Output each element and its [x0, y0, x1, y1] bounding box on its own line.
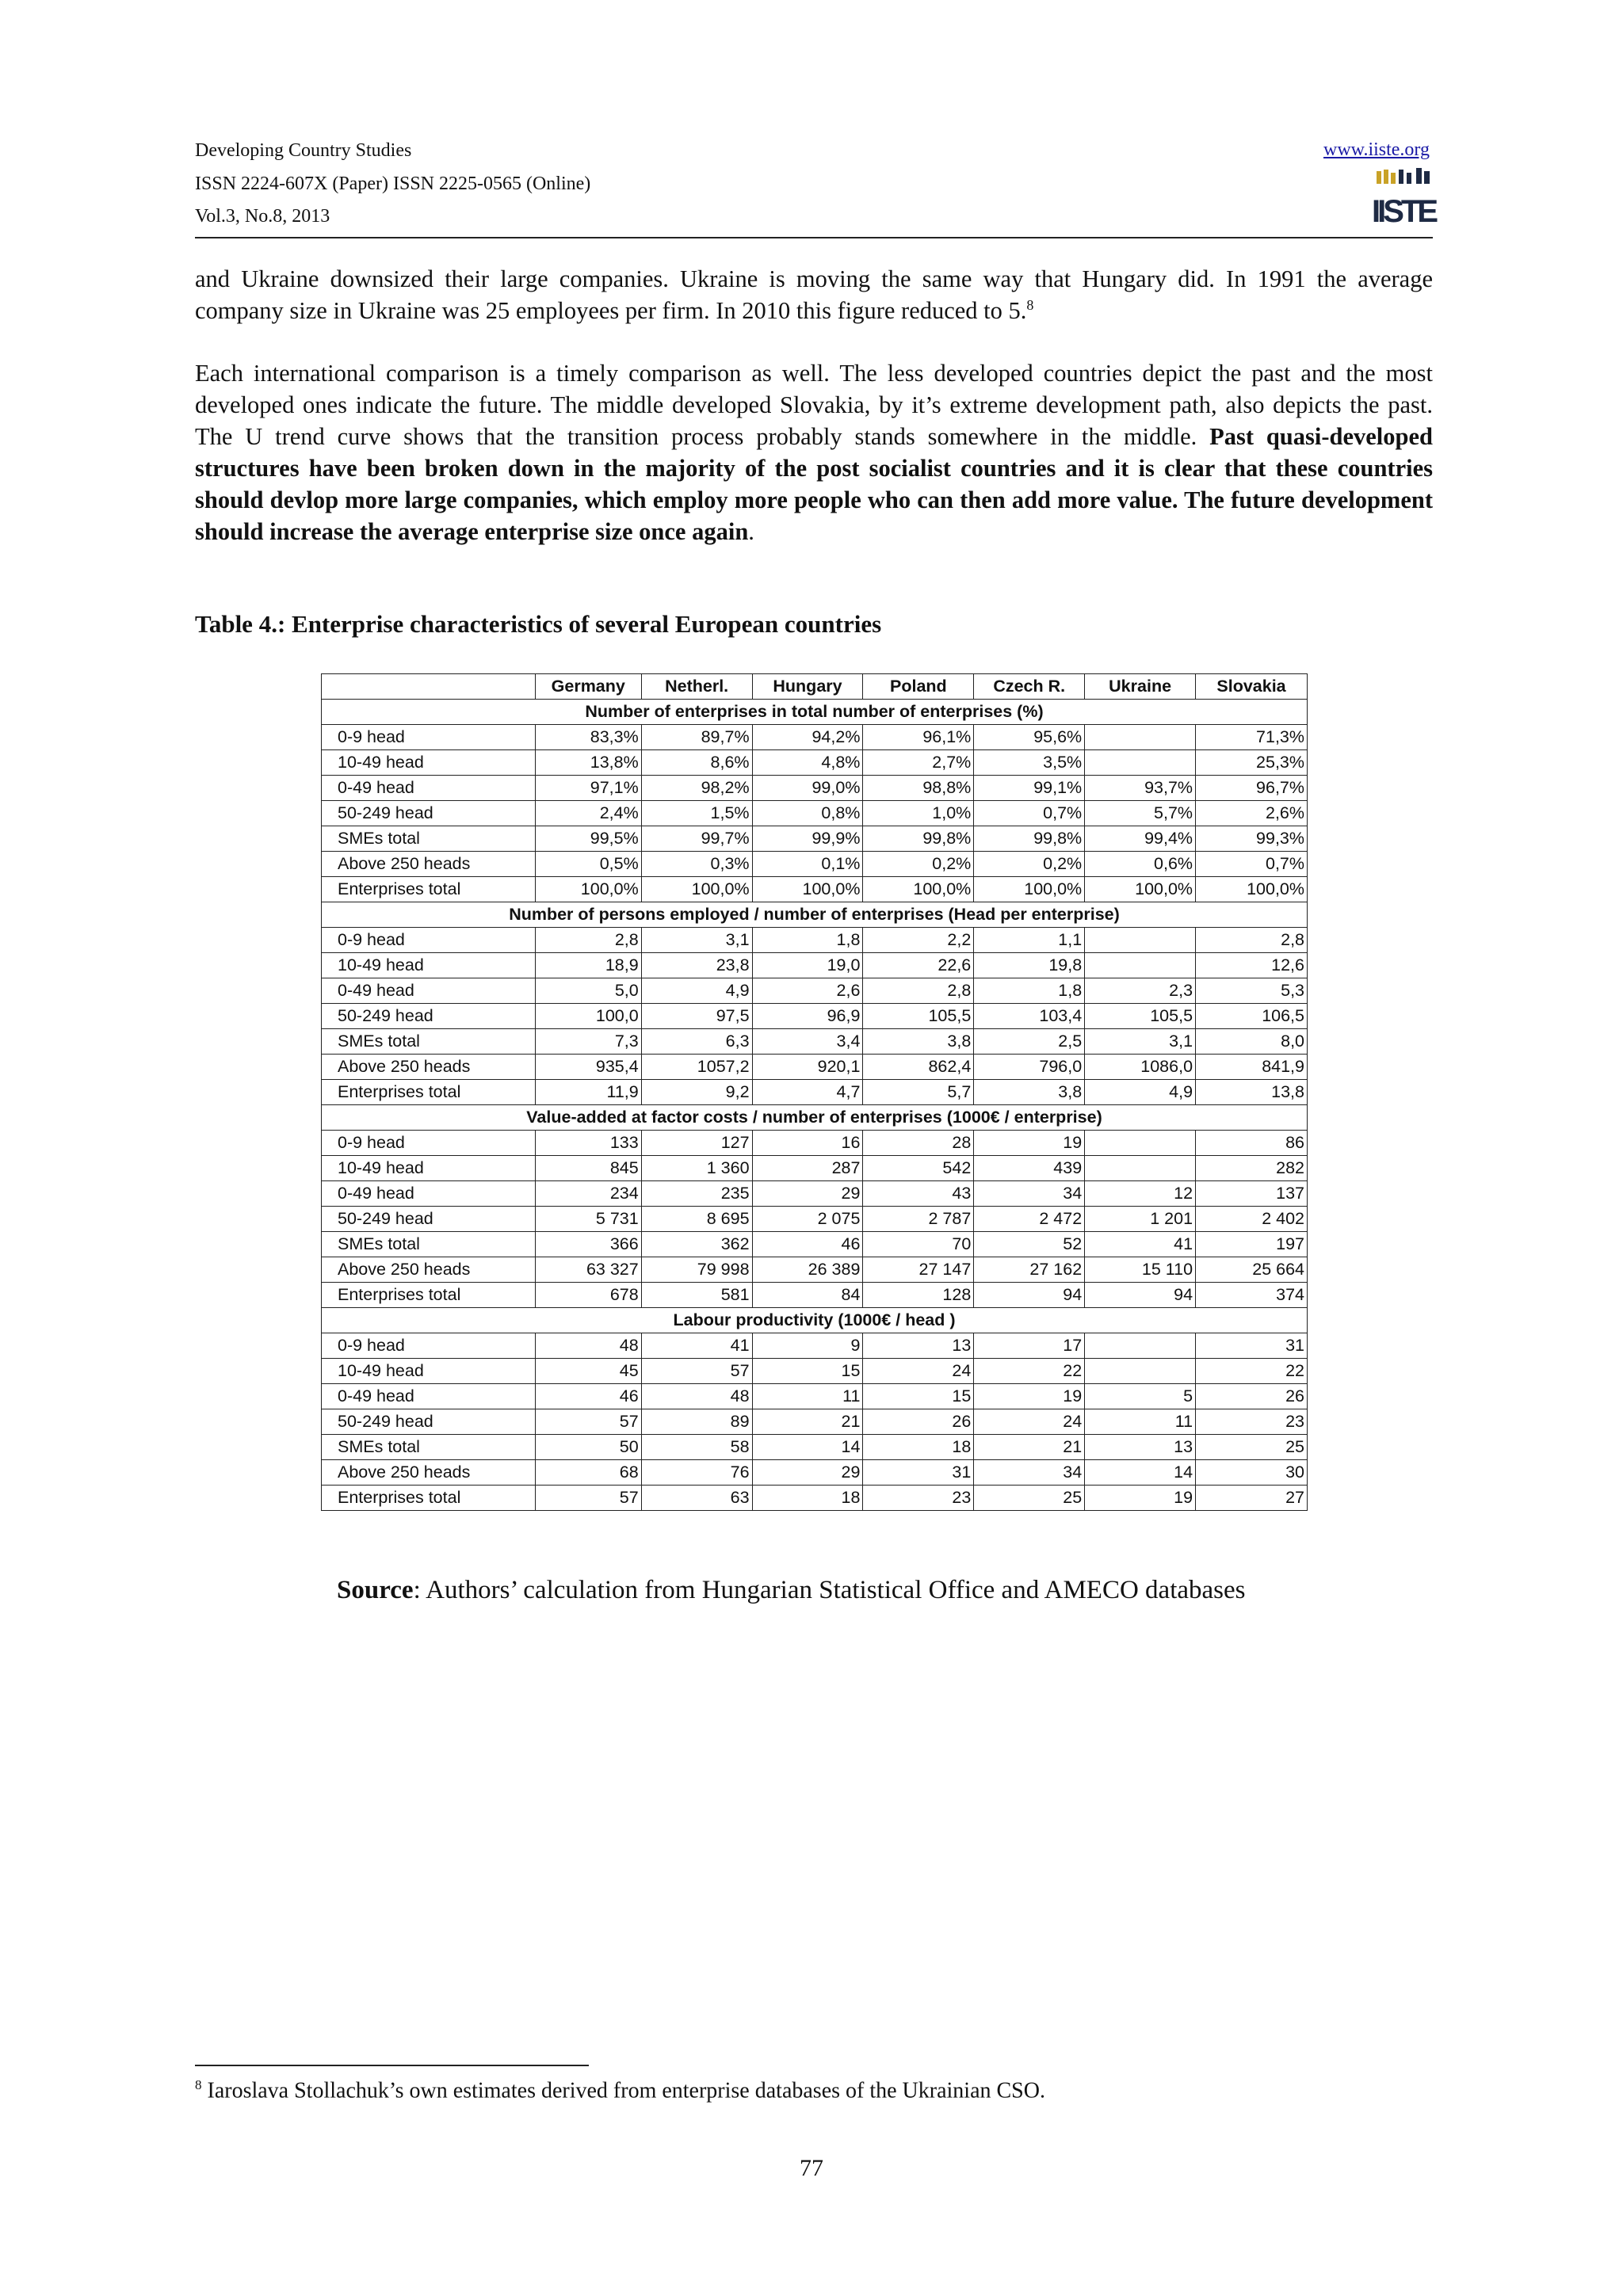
section-row — [322, 1308, 1308, 1333]
table-cell: 89,7% — [641, 725, 752, 750]
row-label: Enterprises total — [322, 1283, 536, 1308]
table-row — [322, 1283, 1308, 1308]
table-row — [322, 826, 1308, 852]
column-header: Netherl. — [641, 674, 752, 700]
table-cell: 796,0 — [974, 1055, 1085, 1080]
table-cell: 15 — [752, 1359, 863, 1384]
table-cell: 100,0% — [535, 877, 641, 902]
table-source: Source: Authors’ calculation from Hungarian Statistical Office and AMECO databases — [337, 1576, 1246, 1604]
row-label: SMEs total — [322, 1029, 536, 1055]
website-link[interactable]: www.iiste.org — [1323, 139, 1430, 160]
table-cell: 845 — [535, 1156, 641, 1181]
table-row — [322, 776, 1308, 801]
table-cell: 19 — [974, 1131, 1085, 1156]
table-cell: 542 — [863, 1156, 974, 1181]
table-cell: 23 — [863, 1486, 974, 1511]
table-row — [322, 725, 1308, 750]
row-label: Enterprises total — [322, 1080, 536, 1105]
table-cell: 18 — [863, 1435, 974, 1460]
table-cell: 17 — [974, 1333, 1085, 1359]
table-cell: 9,2 — [641, 1080, 752, 1105]
table-cell: 128 — [863, 1283, 974, 1308]
table-cell: 26 — [1196, 1384, 1308, 1409]
table-cell: 25 — [974, 1486, 1085, 1511]
table-cell: 127 — [641, 1131, 752, 1156]
section-title: Labour productivity (1000€ / head ) — [322, 1308, 1308, 1333]
table-cell: 2,7% — [863, 750, 974, 776]
table-cell: 13 — [863, 1333, 974, 1359]
table-cell: 0,6% — [1085, 852, 1196, 877]
table-cell: 86 — [1196, 1131, 1308, 1156]
row-label-header — [322, 674, 536, 700]
table-cell: 1,5% — [641, 801, 752, 826]
table-cell: 2,8 — [863, 978, 974, 1004]
table-cell: 19 — [1085, 1486, 1196, 1511]
table-cell: 98,2% — [641, 776, 752, 801]
table-cell: 22 — [974, 1359, 1085, 1384]
table-cell: 96,7% — [1196, 776, 1308, 801]
table-cell: 105,5 — [863, 1004, 974, 1029]
paragraph-2: Each international comparison is a timely comparison as well. The less developed countries depict the past and the most developed ones indicate the future. The middle developed Slovakia, by it’s extreme development path, also depicts the past. The U trend curve shows that the transition process probably stands somewhere in the middle. Past quasi-developed structures have been broken down in the majority of the post socialist countries and it is clear that these countries should devlop more large companies, which employ more people who can then add more value. The future development should increase the average enterprise size once again. — [195, 360, 1433, 545]
footnote: $^8$ Iaroslava Stollachuk’s own estimates derived from enterprise databases of the Ukrainian CSO. — [195, 2077, 1045, 2103]
table-cell: 2,5 — [974, 1029, 1085, 1055]
table-cell: 25 — [1196, 1435, 1308, 1460]
row-label: Above 250 heads — [322, 1055, 536, 1080]
table-cell: 362 — [641, 1232, 752, 1257]
table-cell: 0,7% — [974, 801, 1085, 826]
table-caption: Table 4.: Enterprise characteristics of several European countries — [195, 610, 882, 638]
table-cell: 3,4 — [752, 1029, 863, 1055]
table-cell — [1085, 1333, 1196, 1359]
table-cell: 1,0% — [863, 801, 974, 826]
table-cell: 94,2% — [752, 725, 863, 750]
table-cell: 25 664 — [1196, 1257, 1308, 1283]
table-cell: 13 — [1085, 1435, 1196, 1460]
table-cell: 70 — [863, 1232, 974, 1257]
section-row — [322, 1105, 1308, 1131]
row-label: Enterprises total — [322, 877, 536, 902]
table-cell: 41 — [1085, 1232, 1196, 1257]
table-cell: 52 — [974, 1232, 1085, 1257]
table-cell: 24 — [863, 1359, 974, 1384]
table-cell: 79 998 — [641, 1257, 752, 1283]
logo-text: IISTE — [1371, 194, 1436, 229]
table-cell: 103,4 — [974, 1004, 1085, 1029]
table-cell: 133 — [535, 1131, 641, 1156]
table-cell: 63 327 — [535, 1257, 641, 1283]
row-label: 10-49 head — [322, 1156, 536, 1181]
table-cell: 2,8 — [1196, 928, 1308, 953]
table-cell: 12,6 — [1196, 953, 1308, 978]
row-label: 0-49 head — [322, 776, 536, 801]
table-cell: 23 — [1196, 1409, 1308, 1435]
table-cell: 13,8% — [535, 750, 641, 776]
table-cell — [1085, 1131, 1196, 1156]
row-label: 0-9 head — [322, 928, 536, 953]
table-cell: 1086,0 — [1085, 1055, 1196, 1080]
table-cell: 0,1% — [752, 852, 863, 877]
table-cell — [1085, 1156, 1196, 1181]
table-cell: 13,8 — [1196, 1080, 1308, 1105]
table-cell: 374 — [1196, 1283, 1308, 1308]
row-label: 10-49 head — [322, 1359, 536, 1384]
table-cell: 57 — [641, 1359, 752, 1384]
table-cell: 18,9 — [535, 953, 641, 978]
table-cell: 4,7 — [752, 1080, 863, 1105]
table-cell: 282 — [1196, 1156, 1308, 1181]
table-cell: 84 — [752, 1283, 863, 1308]
table-cell: 99,9% — [752, 826, 863, 852]
table-cell: 5,3 — [1196, 978, 1308, 1004]
table-cell: 106,5 — [1196, 1004, 1308, 1029]
table-cell: 2 472 — [974, 1207, 1085, 1232]
table-cell: 25,3% — [1196, 750, 1308, 776]
table-cell: 7,3 — [535, 1029, 641, 1055]
table-cell: 96,9 — [752, 1004, 863, 1029]
table-row — [322, 1333, 1308, 1359]
table-cell: 94 — [974, 1283, 1085, 1308]
table-cell: 27 — [1196, 1486, 1308, 1511]
table-cell — [1085, 953, 1196, 978]
table-cell: 22 — [1196, 1359, 1308, 1384]
table-cell: 15 — [863, 1384, 974, 1409]
paragraph-2-emphasis: Past quasi-developed structures have been broken down in the majority of the post socialist countries and it is clear that these countries should devlop more large companies, which employ more people who can then add more value. The future development should increase the average enterprise size once again — [195, 423, 1433, 545]
column-header: Czech R. — [974, 674, 1085, 700]
table-cell: 8,6% — [641, 750, 752, 776]
table-cell: 581 — [641, 1283, 752, 1308]
section-title: Number of persons employed / number of enterprises (Head per enterprise) — [322, 902, 1308, 928]
row-label: 0-9 head — [322, 725, 536, 750]
issn-line: ISSN 2224-607X (Paper) ISSN 2225-0565 (Online) — [195, 174, 591, 194]
table-cell: 137 — [1196, 1181, 1308, 1207]
table-cell: 2 075 — [752, 1207, 863, 1232]
table-row — [322, 1055, 1308, 1080]
table-cell: 366 — [535, 1232, 641, 1257]
table-row — [322, 1257, 1308, 1283]
table-cell: 19 — [974, 1384, 1085, 1409]
table-cell: 93,7% — [1085, 776, 1196, 801]
table-cell — [1085, 928, 1196, 953]
footnote-rule — [195, 2065, 589, 2066]
table-cell: 11,9 — [535, 1080, 641, 1105]
table-cell: 0,8% — [752, 801, 863, 826]
table-cell: 3,1 — [1085, 1029, 1196, 1055]
table-row — [322, 1131, 1308, 1156]
column-header: Slovakia — [1196, 674, 1308, 700]
table-cell: 1 360 — [641, 1156, 752, 1181]
table-cell: 21 — [974, 1435, 1085, 1460]
table-cell: 31 — [863, 1460, 974, 1486]
table-cell: 19,0 — [752, 953, 863, 978]
table-cell: 9 — [752, 1333, 863, 1359]
page-number: 77 — [800, 2155, 823, 2181]
table-cell: 57 — [535, 1486, 641, 1511]
table-cell: 4,8% — [752, 750, 863, 776]
table-cell: 83,3% — [535, 725, 641, 750]
table-header-row — [322, 674, 1308, 700]
table-cell: 4,9 — [641, 978, 752, 1004]
table-cell: 12 — [1085, 1181, 1196, 1207]
table-cell: 29 — [752, 1460, 863, 1486]
table-cell: 57 — [535, 1409, 641, 1435]
table-row — [322, 1409, 1308, 1435]
table-cell: 89 — [641, 1409, 752, 1435]
table-cell — [1085, 750, 1196, 776]
row-label: 50-249 head — [322, 1004, 536, 1029]
table-cell: 99,8% — [863, 826, 974, 852]
table-cell: 21 — [752, 1409, 863, 1435]
table-cell: 22,6 — [863, 953, 974, 978]
table-row — [322, 1460, 1308, 1486]
table-row — [322, 1232, 1308, 1257]
table-cell: 96,1% — [863, 725, 974, 750]
table-cell: 30 — [1196, 1460, 1308, 1486]
table-cell: 14 — [752, 1435, 863, 1460]
section-row — [322, 902, 1308, 928]
table-cell: 15 110 — [1085, 1257, 1196, 1283]
table-cell: 14 — [1085, 1460, 1196, 1486]
table-cell: 46 — [752, 1232, 863, 1257]
table-cell: 3,8 — [863, 1029, 974, 1055]
table-cell: 99,3% — [1196, 826, 1308, 852]
table-cell: 2 787 — [863, 1207, 974, 1232]
table-cell: 5,7 — [863, 1080, 974, 1105]
row-label: SMEs total — [322, 1232, 536, 1257]
table-cell: 68 — [535, 1460, 641, 1486]
row-label: Enterprises total — [322, 1486, 536, 1511]
table-cell: 99,1% — [974, 776, 1085, 801]
header-rule — [195, 237, 1433, 238]
table-cell: 100,0% — [1085, 877, 1196, 902]
table-cell: 2,3 — [1085, 978, 1196, 1004]
table-cell: 19,8 — [974, 953, 1085, 978]
table-cell: 99,5% — [535, 826, 641, 852]
table-cell: 3,5% — [974, 750, 1085, 776]
table-row — [322, 978, 1308, 1004]
row-label: Above 250 heads — [322, 1460, 536, 1486]
table-cell: 46 — [535, 1384, 641, 1409]
table-cell: 3,1 — [641, 928, 752, 953]
table-cell: 197 — [1196, 1232, 1308, 1257]
table-cell: 2 402 — [1196, 1207, 1308, 1232]
table-cell: 2,2 — [863, 928, 974, 953]
table-cell: 23,8 — [641, 953, 752, 978]
table-row — [322, 1156, 1308, 1181]
table-cell: 920,1 — [752, 1055, 863, 1080]
table-cell: 1,8 — [974, 978, 1085, 1004]
enterprise-table — [321, 673, 1308, 1511]
table-row — [322, 1181, 1308, 1207]
table-cell: 95,6% — [974, 725, 1085, 750]
table-cell: 100,0% — [863, 877, 974, 902]
table-cell: 4,9 — [1085, 1080, 1196, 1105]
table-cell: 100,0 — [535, 1004, 641, 1029]
table-cell: 439 — [974, 1156, 1085, 1181]
table-row — [322, 877, 1308, 902]
section-title: Number of enterprises in total number of enterprises (%) — [322, 700, 1308, 725]
table-cell: 5,7% — [1085, 801, 1196, 826]
table-cell: 100,0% — [752, 877, 863, 902]
table-cell: 45 — [535, 1359, 641, 1384]
table-cell: 100,0% — [1196, 877, 1308, 902]
table-cell: 6,3 — [641, 1029, 752, 1055]
table-cell: 100,0% — [641, 877, 752, 902]
journal-name: Developing Country Studies — [195, 140, 412, 161]
table-cell: 99,7% — [641, 826, 752, 852]
table-cell: 26 389 — [752, 1257, 863, 1283]
table-cell: 1 201 — [1085, 1207, 1196, 1232]
table-cell: 8,0 — [1196, 1029, 1308, 1055]
table-cell: 31 — [1196, 1333, 1308, 1359]
table-cell: 2,6% — [1196, 801, 1308, 826]
row-label: Above 250 heads — [322, 1257, 536, 1283]
table-cell: 27 162 — [974, 1257, 1085, 1283]
column-header: Germany — [535, 674, 641, 700]
table-cell: 0,2% — [974, 852, 1085, 877]
table-cell: 43 — [863, 1181, 974, 1207]
table-row — [322, 953, 1308, 978]
table-cell: 841,9 — [1196, 1055, 1308, 1080]
table-row — [322, 750, 1308, 776]
table-row — [322, 1359, 1308, 1384]
column-header: Poland — [863, 674, 974, 700]
row-label: 10-49 head — [322, 953, 536, 978]
row-label: 0-9 head — [322, 1333, 536, 1359]
table-row — [322, 1435, 1308, 1460]
table-cell: 99,0% — [752, 776, 863, 801]
iiste-logo — [1371, 166, 1436, 229]
table-cell: 5 731 — [535, 1207, 641, 1232]
footnote-ref[interactable]: 8 — [1026, 296, 1034, 313]
table-cell: 5,0 — [535, 978, 641, 1004]
table-cell: 98,8% — [863, 776, 974, 801]
table-cell: 2,4% — [535, 801, 641, 826]
table-row — [322, 1207, 1308, 1232]
table-cell: 678 — [535, 1283, 641, 1308]
table-cell: 48 — [535, 1333, 641, 1359]
table-cell: 935,4 — [535, 1055, 641, 1080]
table-row — [322, 801, 1308, 826]
table-cell: 27 147 — [863, 1257, 974, 1283]
table-row — [322, 1004, 1308, 1029]
table-cell: 5 — [1085, 1384, 1196, 1409]
table-row — [322, 1080, 1308, 1105]
row-label: 0-49 head — [322, 978, 536, 1004]
table-cell: 100,0% — [974, 877, 1085, 902]
table-cell: 71,3% — [1196, 725, 1308, 750]
row-label: 50-249 head — [322, 801, 536, 826]
table-cell: 11 — [1085, 1409, 1196, 1435]
table-cell: 28 — [863, 1131, 974, 1156]
column-header: Hungary — [752, 674, 863, 700]
table-cell: 99,4% — [1085, 826, 1196, 852]
table-cell: 58 — [641, 1435, 752, 1460]
table-cell: 287 — [752, 1156, 863, 1181]
table-cell: 8 695 — [641, 1207, 752, 1232]
table-cell: 16 — [752, 1131, 863, 1156]
table-cell: 34 — [974, 1181, 1085, 1207]
row-label: Above 250 heads — [322, 852, 536, 877]
table-cell: 105,5 — [1085, 1004, 1196, 1029]
table-cell: 34 — [974, 1460, 1085, 1486]
table-cell: 99,8% — [974, 826, 1085, 852]
table-cell: 41 — [641, 1333, 752, 1359]
table-cell: 76 — [641, 1460, 752, 1486]
section-row — [322, 700, 1308, 725]
row-label: SMEs total — [322, 826, 536, 852]
table-row — [322, 1029, 1308, 1055]
table-cell — [1085, 1359, 1196, 1384]
table-cell: 235 — [641, 1181, 752, 1207]
table-cell: 48 — [641, 1384, 752, 1409]
table-cell: 0,2% — [863, 852, 974, 877]
table-row — [322, 928, 1308, 953]
table-cell: 2,8 — [535, 928, 641, 953]
table-row — [322, 852, 1308, 877]
table-cell: 50 — [535, 1435, 641, 1460]
row-label: 10-49 head — [322, 750, 536, 776]
table-cell: 11 — [752, 1384, 863, 1409]
row-label: 50-249 head — [322, 1409, 536, 1435]
table-cell: 18 — [752, 1486, 863, 1511]
volume-line: Vol.3, No.8, 2013 — [195, 206, 330, 227]
section-title: Value-added at factor costs / number of enterprises (1000€ / enterprise) — [322, 1105, 1308, 1131]
table-cell: 1,8 — [752, 928, 863, 953]
row-label: 50-249 head — [322, 1207, 536, 1232]
table-cell: 24 — [974, 1409, 1085, 1435]
row-label: SMEs total — [322, 1435, 536, 1460]
table-cell: 0,7% — [1196, 852, 1308, 877]
table-cell: 97,5 — [641, 1004, 752, 1029]
table-cell: 26 — [863, 1409, 974, 1435]
table-cell: 63 — [641, 1486, 752, 1511]
table-row — [322, 1384, 1308, 1409]
table-cell: 0,5% — [535, 852, 641, 877]
row-label: 0-49 head — [322, 1181, 536, 1207]
table-cell: 29 — [752, 1181, 863, 1207]
table-cell: 1057,2 — [641, 1055, 752, 1080]
row-label: 0-49 head — [322, 1384, 536, 1409]
table-cell: 94 — [1085, 1283, 1196, 1308]
table-cell: 97,1% — [535, 776, 641, 801]
table-cell: 1,1 — [974, 928, 1085, 953]
row-label: 0-9 head — [322, 1131, 536, 1156]
table-cell: 0,3% — [641, 852, 752, 877]
table-cell: 862,4 — [863, 1055, 974, 1080]
table-cell: 234 — [535, 1181, 641, 1207]
table-row — [322, 1486, 1308, 1511]
table-cell: 3,8 — [974, 1080, 1085, 1105]
table-cell: 2,6 — [752, 978, 863, 1004]
column-header: Ukraine — [1085, 674, 1196, 700]
table-cell — [1085, 725, 1196, 750]
paragraph-1: and Ukraine downsized their large companies. Ukraine is moving the same way that Hungary did. In 1991 the average company size in Ukraine was 25 employees per firm. In 2010 this figure reduced to 5.$^8$ — [195, 265, 1433, 324]
